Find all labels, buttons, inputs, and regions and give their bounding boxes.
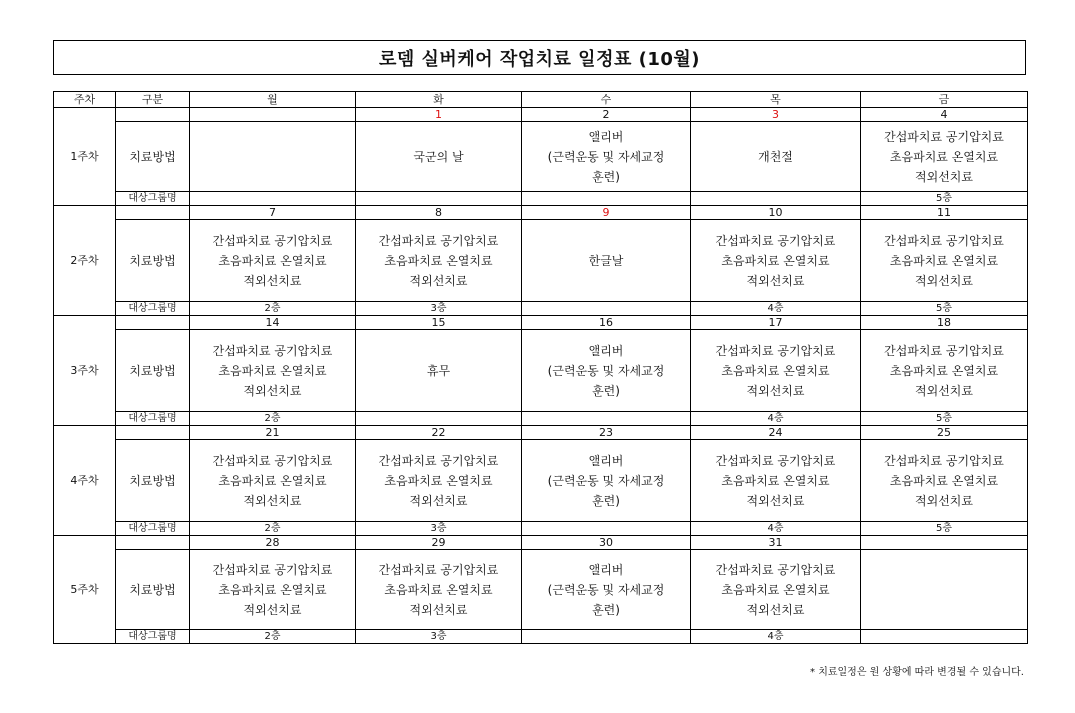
method-cell [691, 440, 861, 522]
method-line: 적외선치료 [746, 493, 805, 508]
method-line: 초음파치료 온열치료 [889, 473, 999, 488]
week-date-row [54, 206, 1028, 220]
group-label: 대상그룹명 [116, 630, 190, 644]
method-cell [522, 440, 691, 522]
method-line: 앨리버 [588, 343, 624, 358]
method-line: 간섭파치료 공기압치료 [378, 233, 499, 248]
method-cell [861, 440, 1028, 522]
method-line: 적외선치료 [409, 602, 468, 617]
method-line: 간섭파치료 공기압치료 [884, 453, 1004, 468]
date-row-category [116, 426, 190, 440]
method-line: 훈련) [592, 602, 620, 617]
header-category: 구분 [116, 92, 190, 108]
date-cell: 24 [691, 426, 861, 440]
method-line: 초음파치료 온열치료 [384, 253, 493, 268]
method-cell [522, 122, 691, 192]
group-label: 대상그룹명 [116, 412, 190, 426]
header-day-mon: 월 [190, 92, 356, 108]
method-line: 초음파치료 온열치료 [218, 582, 327, 597]
group-cell [861, 630, 1028, 644]
method-line: (근력운동 및 자세교정 [547, 149, 665, 164]
method-cell [691, 550, 861, 630]
method-line: 한글날 [588, 253, 624, 268]
method-line: 간섭파치료 공기압치료 [212, 233, 333, 248]
method-line: 앨리버 [588, 129, 624, 144]
week-group-row [54, 412, 1028, 426]
schedule-body [54, 92, 1028, 644]
week-method-row [54, 330, 1028, 412]
method-line: 간섭파치료 공기압치료 [212, 453, 333, 468]
method-cell [190, 440, 356, 522]
week-label: 4주차 [54, 426, 116, 536]
week-group-row [54, 522, 1028, 536]
method-cell [356, 330, 522, 412]
method-line: 간섭파치료 공기압치료 [715, 233, 836, 248]
header-day-wed: 수 [522, 92, 691, 108]
method-line: 훈련) [592, 383, 620, 398]
week-date-row [54, 316, 1028, 330]
group-cell: 2층 [190, 412, 356, 426]
group-cell: 5층 [861, 302, 1028, 316]
method-line: (근력운동 및 자세교정 [547, 582, 665, 597]
method-cell [190, 220, 356, 302]
method-cell [356, 220, 522, 302]
week-group-row [54, 302, 1028, 316]
method-line: (근력운동 및 자세교정 [547, 363, 665, 378]
page-title [53, 40, 1026, 75]
group-cell [522, 192, 691, 206]
method-line: 휴무 [426, 363, 451, 378]
method-line: 간섭파치료 공기압치료 [884, 343, 1004, 358]
method-cell [691, 122, 861, 192]
method-line: 간섭파치료 공기압치료 [715, 562, 836, 577]
header-row [54, 92, 1028, 108]
method-cell [861, 122, 1028, 192]
method-cell [522, 330, 691, 412]
schedule-table [53, 91, 1028, 644]
group-label: 대상그룹명 [116, 192, 190, 206]
method-cell [522, 220, 691, 302]
week-method-row [54, 550, 1028, 630]
date-row-category [116, 316, 190, 330]
method-line: 적외선치료 [746, 273, 805, 288]
method-label: 치료방법 [116, 220, 190, 302]
method-line: 간섭파치료 공기압치료 [378, 562, 499, 577]
group-label: 대상그룹명 [116, 302, 190, 316]
group-cell: 4층 [691, 522, 861, 536]
method-line: 간섭파치료 공기압치료 [884, 129, 1004, 144]
date-cell [190, 108, 356, 122]
date-cell: 15 [356, 316, 522, 330]
header-day-tue: 화 [356, 92, 522, 108]
method-line: 적외선치료 [243, 383, 302, 398]
method-line: 적외선치료 [915, 383, 973, 398]
date-cell: 2 [522, 108, 691, 122]
schedule-note: * 치료일정은 원 상황에 따라 변경될 수 있습니다. [810, 667, 1024, 678]
date-cell: 1 [356, 108, 522, 122]
date-cell: 9 [522, 206, 691, 220]
method-line: 적외선치료 [915, 273, 973, 288]
date-cell: 14 [190, 316, 356, 330]
week-date-row [54, 426, 1028, 440]
date-cell: 4 [861, 108, 1028, 122]
method-label: 치료방법 [116, 122, 190, 192]
group-cell [190, 192, 356, 206]
date-cell: 30 [522, 536, 691, 550]
group-cell: 5층 [861, 522, 1028, 536]
method-cell [190, 122, 356, 192]
method-line: 간섭파치료 공기압치료 [715, 343, 836, 358]
method-line: 적외선치료 [746, 602, 805, 617]
method-cell [691, 220, 861, 302]
group-cell [522, 522, 691, 536]
group-cell: 5층 [861, 192, 1028, 206]
group-cell: 4층 [691, 630, 861, 644]
method-line: 간섭파치료 공기압치료 [884, 233, 1004, 248]
method-line: 국군의 날 [413, 149, 464, 164]
date-row-category [116, 206, 190, 220]
date-cell: 21 [190, 426, 356, 440]
group-cell: 5층 [861, 412, 1028, 426]
week-label: 2주차 [54, 206, 116, 316]
date-row-category [116, 536, 190, 550]
group-cell [356, 192, 522, 206]
method-line: 적외선치료 [409, 273, 468, 288]
method-line: 초음파치료 온열치료 [384, 582, 493, 597]
method-line: 초음파치료 온열치료 [889, 253, 999, 268]
method-line: 개천절 [758, 149, 793, 164]
group-cell [522, 630, 691, 644]
method-label: 치료방법 [116, 550, 190, 630]
method-cell [522, 550, 691, 630]
week-date-row [54, 108, 1028, 122]
method-line: 초음파치료 온열치료 [721, 473, 830, 488]
method-line: 초음파치료 온열치료 [218, 363, 327, 378]
method-cell [190, 330, 356, 412]
method-cell [356, 440, 522, 522]
group-cell: 4층 [691, 302, 861, 316]
method-line: 적외선치료 [243, 493, 302, 508]
method-label: 치료방법 [116, 330, 190, 412]
method-cell [356, 122, 522, 192]
group-cell: 2층 [190, 302, 356, 316]
page-title-text: 로뎀 실버케어 작업치료 일정표 (10월) [379, 48, 700, 70]
week-method-row [54, 440, 1028, 522]
method-line: 앨리버 [588, 453, 624, 468]
method-line: 간섭파치료 공기압치료 [378, 453, 499, 468]
date-cell: 31 [691, 536, 861, 550]
method-line: 적외선치료 [243, 273, 302, 288]
date-cell: 18 [861, 316, 1028, 330]
group-cell [691, 192, 861, 206]
date-cell: 28 [190, 536, 356, 550]
date-cell: 17 [691, 316, 861, 330]
date-cell [861, 536, 1028, 550]
group-cell: 3층 [356, 522, 522, 536]
method-line: 초음파치료 온열치료 [889, 149, 999, 164]
method-line: 초음파치료 온열치료 [721, 582, 830, 597]
date-cell: 29 [356, 536, 522, 550]
date-cell: 3 [691, 108, 861, 122]
method-line: 간섭파치료 공기압치료 [715, 453, 836, 468]
method-label: 치료방법 [116, 440, 190, 522]
date-cell: 8 [356, 206, 522, 220]
method-cell [861, 220, 1028, 302]
date-row-category [116, 108, 190, 122]
method-line: 적외선치료 [915, 169, 973, 184]
group-cell [522, 302, 691, 316]
date-cell: 7 [190, 206, 356, 220]
method-line: 훈련) [592, 169, 620, 184]
method-line: 초음파치료 온열치료 [889, 363, 999, 378]
date-cell: 25 [861, 426, 1028, 440]
week-date-row [54, 536, 1028, 550]
method-line: 적외선치료 [746, 383, 805, 398]
method-line: 초음파치료 온열치료 [384, 473, 493, 488]
group-cell [356, 412, 522, 426]
method-line: (근력운동 및 자세교정 [547, 473, 665, 488]
group-cell: 4층 [691, 412, 861, 426]
date-cell: 22 [356, 426, 522, 440]
header-week: 주차 [54, 92, 116, 108]
date-cell: 23 [522, 426, 691, 440]
method-line: 초음파치료 온열치료 [218, 473, 327, 488]
group-cell: 2층 [190, 522, 356, 536]
method-line: 간섭파치료 공기압치료 [212, 343, 333, 358]
method-line: 앨리버 [588, 562, 624, 577]
method-line: 적외선치료 [409, 493, 468, 508]
header-day-thu: 목 [691, 92, 861, 108]
group-cell: 3층 [356, 302, 522, 316]
method-line: 적외선치료 [243, 602, 302, 617]
week-label: 1주차 [54, 108, 116, 206]
week-group-row [54, 192, 1028, 206]
method-line: 초음파치료 온열치료 [721, 253, 830, 268]
week-method-row [54, 122, 1028, 192]
group-label: 대상그룹명 [116, 522, 190, 536]
method-line: 초음파치료 온열치료 [218, 253, 327, 268]
group-cell: 3층 [356, 630, 522, 644]
header-day-fri: 금 [861, 92, 1028, 108]
method-cell [190, 550, 356, 630]
method-line: 적외선치료 [915, 493, 973, 508]
week-group-row [54, 630, 1028, 644]
method-cell [861, 550, 1028, 630]
week-label: 3주차 [54, 316, 116, 426]
method-cell [861, 330, 1028, 412]
method-cell [356, 550, 522, 630]
group-cell: 2층 [190, 630, 356, 644]
group-cell [522, 412, 691, 426]
week-label: 5주차 [54, 536, 116, 644]
date-cell: 11 [861, 206, 1028, 220]
method-line: 초음파치료 온열치료 [721, 363, 830, 378]
method-line: 훈련) [592, 493, 620, 508]
date-cell: 10 [691, 206, 861, 220]
week-method-row [54, 220, 1028, 302]
date-cell: 16 [522, 316, 691, 330]
method-cell [691, 330, 861, 412]
method-line: 간섭파치료 공기압치료 [212, 562, 333, 577]
